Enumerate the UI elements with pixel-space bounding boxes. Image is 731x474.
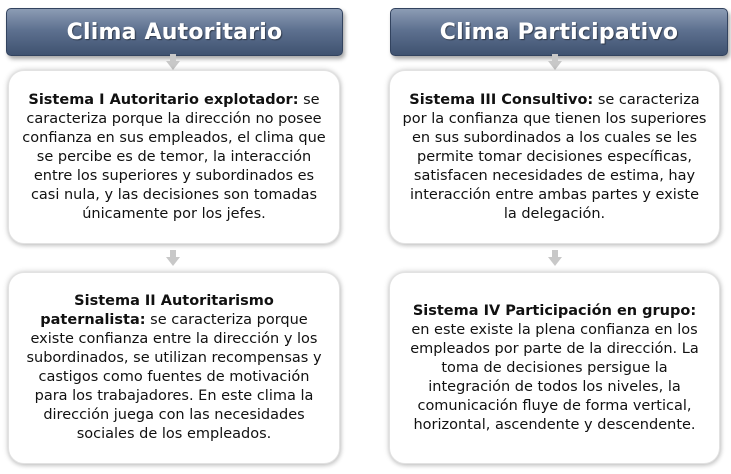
card-sistema-1-text (21, 91, 327, 224)
card-sistema-4-term: Sistema IV Participación en grupo: (412, 302, 697, 319)
card-sistema-2-text (21, 292, 327, 444)
header-clima-autoritario-label: Clima Autoritario (66, 19, 283, 45)
card-sistema-1-description: se caracteriza porque la dirección no posee confianza en sus empleados, el clima que se percibe es de temor, la interacción entre los superiores y subordinados es casi nula, y las decisiones son tomadas únicamente por los jefes. (22, 91, 326, 222)
card-sistema-2-term: Sistema II Autoritarismo paternalista: (40, 293, 274, 328)
down-arrow-icon (548, 54, 562, 70)
card-sistema-1 (8, 70, 340, 244)
card-sistema-3 (389, 70, 720, 244)
card-sistema-3-term: Sistema III Consultivo: (409, 91, 594, 108)
down-arrow-icon (166, 250, 180, 266)
card-sistema-3-description: se caracteriza por la confianza que tienen los superiores en sus subordinados a los cuales se les permite tomar decisiones específicas, satisfacen necesidades de estima, hay interacción entre ambas partes y existe la delegación. (402, 91, 707, 222)
down-arrow-icon (548, 250, 562, 266)
card-sistema-4-text (402, 302, 707, 435)
card-sistema-2-description: se caracteriza porque existe confianza entre la dirección y los subordinados, se utilizan recompensas y castigos como fuentes de motivación para los trabajadores. En este clima la dirección juega con las necesidades sociales de los empleados. (26, 312, 322, 442)
header-clima-participativo (390, 8, 728, 56)
card-sistema-1-term: Sistema I Autoritario explotador: (28, 91, 299, 108)
down-arrow-icon (166, 54, 180, 70)
header-clima-autoritario (6, 8, 343, 56)
card-sistema-4 (389, 272, 720, 464)
card-sistema-3-text (402, 91, 707, 224)
card-sistema-4-description: en este existe la plena confianza en los empleados por parte de la dirección. La toma de decisiones persigue la integración de todos los niveles, la comunicación fluye de forma vertical, horizontal, ascendente y descendente. (410, 321, 699, 433)
card-sistema-2 (8, 272, 340, 464)
header-clima-participativo-label: Clima Participativo (439, 19, 679, 45)
